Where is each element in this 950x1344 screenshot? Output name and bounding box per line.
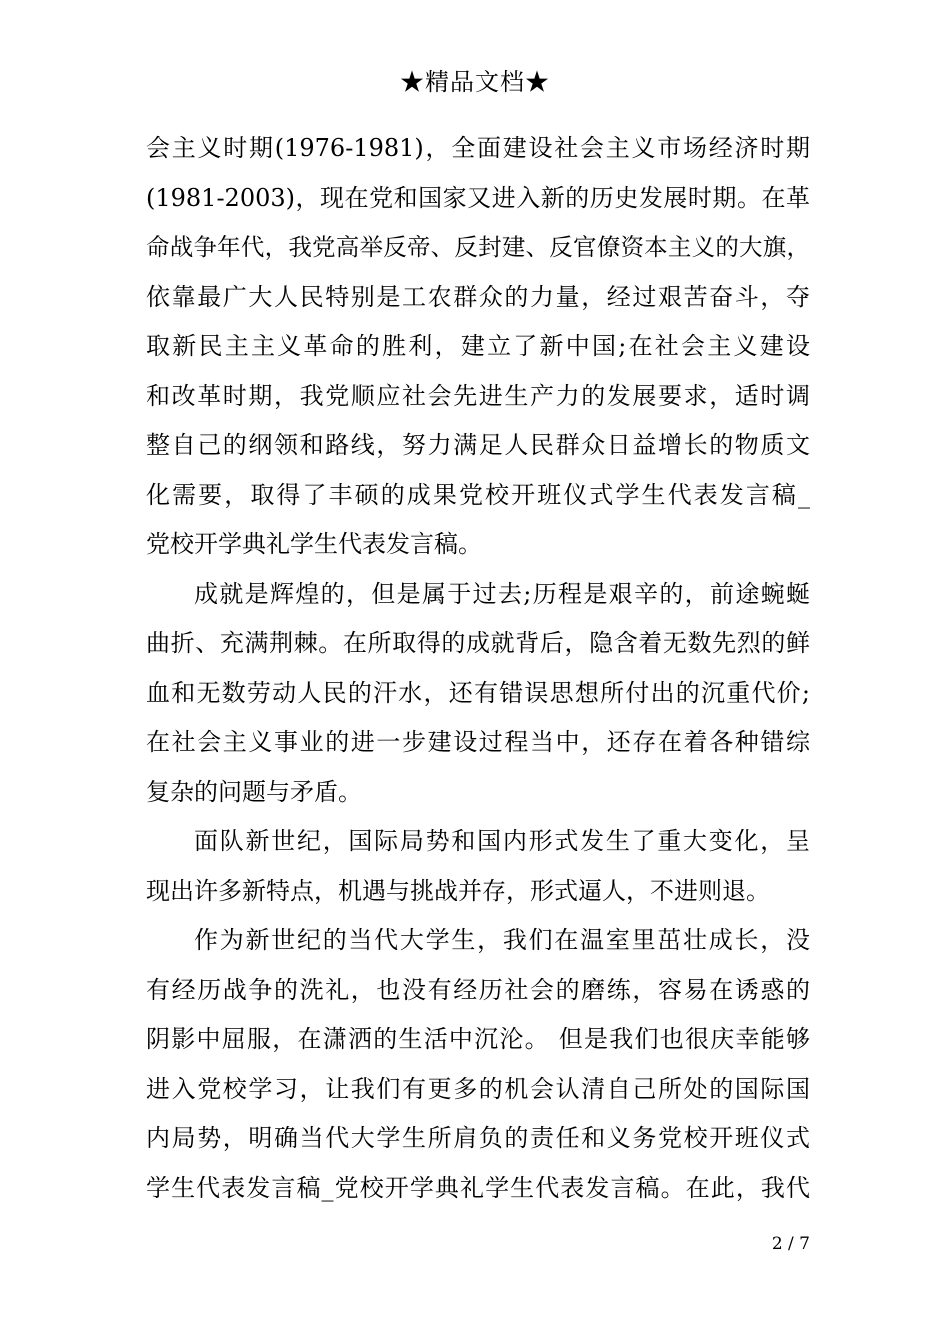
text-line: 曲折、充满荆棘。在所取得的成就背后，隐含着无数先烈的鲜 [146, 629, 810, 657]
text-line: 依靠最广大人民特别是工农群众的力量，经过艰苦奋斗，夺 [146, 282, 810, 311]
document-body [146, 124, 810, 1213]
text-line: 化需要，取得了丰硕的成果党校开班仪式学生代表发言稿_ [146, 480, 810, 509]
text-line: 面队新世纪，国际局势和国内形式发生了重大变化，呈 [194, 827, 810, 855]
page-header-title: ★精品文档★ [400, 68, 550, 96]
text-line: 成就是辉煌的，但是属于过去;历程是艰辛的，前途蜿蜒 [194, 579, 810, 608]
text-line: (1981-2003)，现在党和国家又进入新的历史发展时期。在革 [146, 183, 810, 212]
text-line: 和改革时期，我党顺应社会先进生产力的发展要求，适时调 [146, 381, 810, 410]
text-line: 阴影中屈服，在潇洒的生活中沉沦。 但是我们也很庆幸能够 [146, 1025, 810, 1053]
text-line: 在社会主义事业的进一步建设过程当中，还存在着各种错综 [146, 728, 810, 756]
text-line: 党校开学典礼学生代表发言稿。 [146, 530, 482, 558]
text-line: 内局势，明确当代大学生所肩负的责任和义务党校开班仪式 [146, 1124, 810, 1152]
text-line: 现出许多新特点，机遇与挑战并存，形式逼人，不进则退。 [146, 876, 770, 905]
text-line: 血和无数劳动人民的汗水，还有错误思想所付出的沉重代价; [146, 678, 810, 707]
text-line: 有经历战争的洗礼，也没有经历社会的磨练，容易在诱惑的 [146, 975, 810, 1004]
text-line: 取新民主主义革命的胜利，建立了新中国;在社会主义建设 [146, 332, 810, 360]
text-line: 复杂的问题与矛盾。 [146, 777, 362, 806]
text-line: 学生代表发言稿_党校开学典礼学生代表发言稿。在此，我代 [146, 1173, 810, 1202]
text-line: 整自己的纲领和路线，努力满足人民群众日益增长的物质文 [146, 431, 810, 459]
text-line: 作为新世纪的当代大学生，我们在温室里茁壮成长，没 [194, 926, 810, 954]
text-line: 进入党校学习，让我们有更多的机会认清自己所处的国际国 [146, 1074, 810, 1103]
text-line: 会主义时期(1976-1981)，全面建设社会主义市场经济时期 [146, 134, 810, 162]
page-number: 2 / 7 [771, 1234, 810, 1254]
text-line: 命战争年代，我党高举反帝、反封建、反官僚资本主义的大旗， [146, 233, 810, 261]
